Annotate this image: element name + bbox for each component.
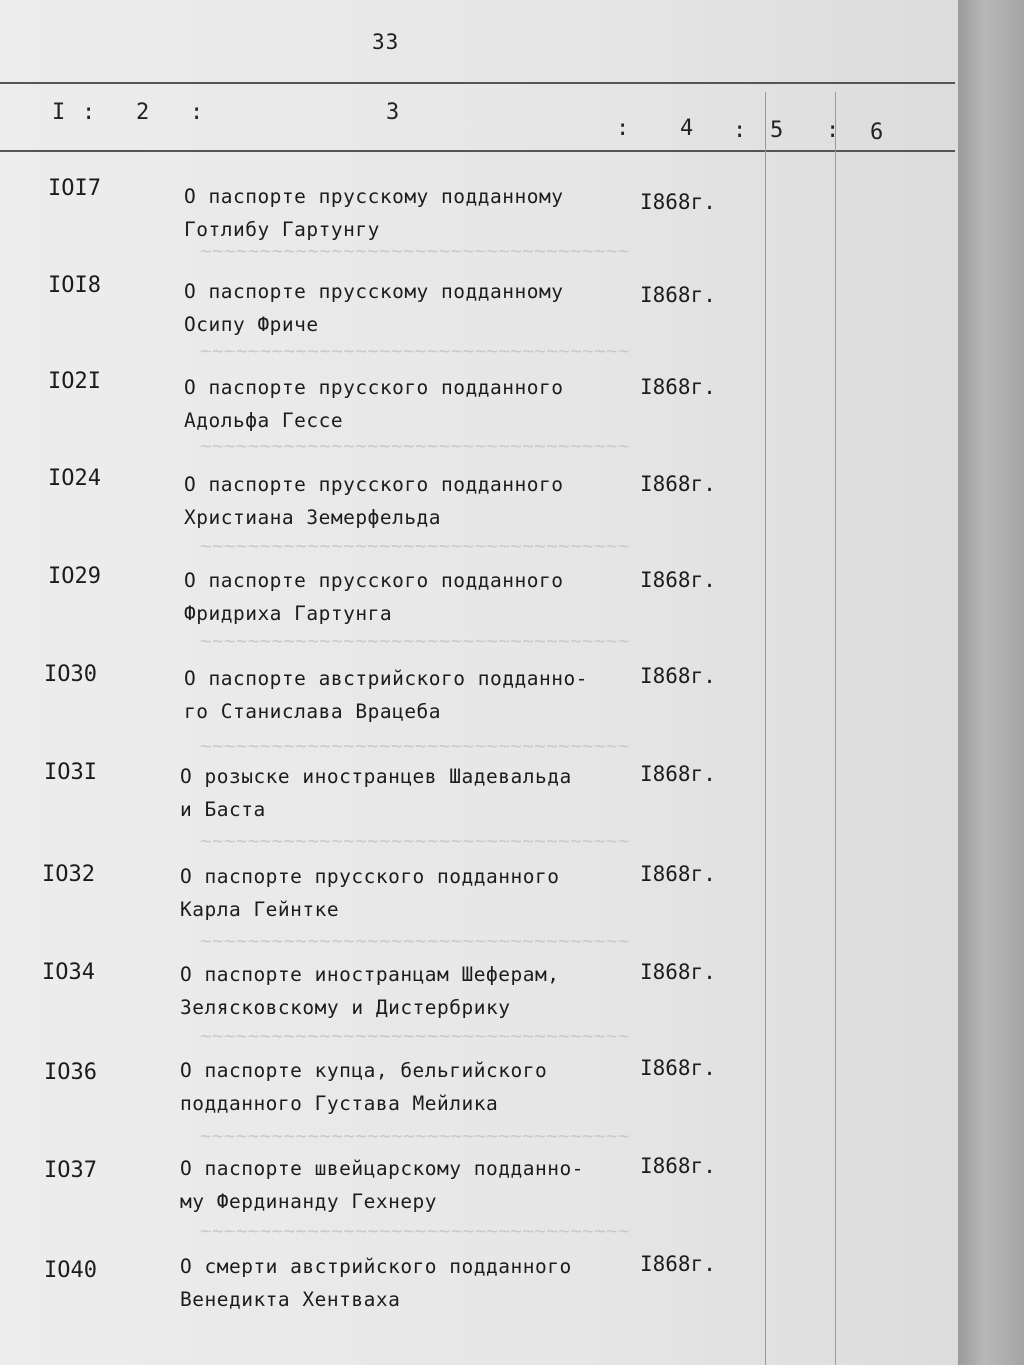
column-separator: : <box>190 100 204 125</box>
bleed-through-decoration: ~~~~~~~~~~~~~~~~~~~~~~~~~~~~~~~~~~~~ <box>200 435 630 457</box>
table-row <box>0 960 958 1050</box>
table-row <box>0 466 958 556</box>
bleed-through-decoration: ~~~~~~~~~~~~~~~~~~~~~~~~~~~~~~~~~~~~ <box>200 930 630 952</box>
case-title: О смерти австрийского подданного Венедикта Хентваха <box>180 1255 572 1311</box>
table-row <box>0 564 958 654</box>
case-year: I868г. <box>640 568 716 592</box>
column-header-4: 4 <box>680 116 694 141</box>
case-title: О паспорте прусскому подданному Осипу Фриче <box>184 280 564 336</box>
case-title: О паспорте прусского подданного Фридриха Гартунга <box>184 569 564 625</box>
case-number: IO2I <box>48 369 101 394</box>
bleed-through-decoration: ~~~~~~~~~~~~~~~~~~~~~~~~~~~~~~~~~~~~ <box>200 535 630 557</box>
bleed-through-decoration: ~~~~~~~~~~~~~~~~~~~~~~~~~~~~~~~~~~~~ <box>200 1220 630 1242</box>
table-row <box>0 176 958 266</box>
bleed-through-decoration: ~~~~~~~~~~~~~~~~~~~~~~~~~~~~~~~~~~~~ <box>200 735 630 757</box>
bleed-through-decoration: ~~~~~~~~~~~~~~~~~~~~~~~~~~~~~~~~~~~~ <box>200 340 630 362</box>
column-separator: : <box>826 118 840 143</box>
case-title: О паспорте прусского подданного Адольфа Гессе <box>184 376 564 432</box>
table-row <box>0 862 958 952</box>
case-title: О паспорте швейцарскому подданно- му Фердинанду Гехнеру <box>180 1157 584 1213</box>
bleed-through-decoration: ~~~~~~~~~~~~~~~~~~~~~~~~~~~~~~~~~~~~ <box>200 830 630 852</box>
case-title: О паспорте прусского подданного Карла Гейнтке <box>180 865 560 921</box>
column-separator: : <box>82 100 96 125</box>
case-number: IOI8 <box>48 273 101 298</box>
bleed-through-decoration: ~~~~~~~~~~~~~~~~~~~~~~~~~~~~~~~~~~~~ <box>200 1125 630 1147</box>
case-number: IO3I <box>44 760 97 785</box>
table-row <box>0 760 958 850</box>
header-top-rule <box>0 82 955 84</box>
case-number: IO29 <box>48 564 101 589</box>
case-title: О паспорте иностранцам Шеферам, Зелясковскому и Дистербрику <box>180 963 560 1019</box>
case-title: О паспорте прусскому подданному Готлибу Гартунгу <box>184 185 564 241</box>
page-edge-shadow <box>958 0 1024 1365</box>
bleed-through-decoration: ~~~~~~~~~~~~~~~~~~~~~~~~~~~~~~~~~~~~ <box>200 240 630 262</box>
table-row <box>0 1056 958 1150</box>
case-title: О розыске иностранцев Шадевальда и Баста <box>180 765 572 821</box>
case-number: IO24 <box>48 466 101 491</box>
page-number: 33 <box>372 30 400 54</box>
case-year: I868г. <box>640 283 716 307</box>
case-year: I868г. <box>640 1154 716 1178</box>
case-number: IO37 <box>44 1158 97 1183</box>
case-title: О паспорте австрийского подданно- го Станислава Врацеба <box>184 667 588 723</box>
case-year: I868г. <box>640 664 716 688</box>
case-year: I868г. <box>640 472 716 496</box>
case-year: I868г. <box>640 960 716 984</box>
table-row <box>0 662 958 752</box>
case-year: I868г. <box>640 190 716 214</box>
table-row <box>0 1154 958 1248</box>
header-bottom-rule <box>0 150 955 152</box>
column-header-5: 5 <box>770 118 784 143</box>
case-title: О паспорте прусского подданного Христиана Земерфельда <box>184 473 564 529</box>
case-year: I868г. <box>640 375 716 399</box>
case-year: I868г. <box>640 862 716 886</box>
table-row <box>0 369 958 459</box>
column-separator: : <box>616 116 630 141</box>
bleed-through-decoration: ~~~~~~~~~~~~~~~~~~~~~~~~~~~~~~~~~~~~ <box>200 630 630 652</box>
case-title: О паспорте купца, бельгийского подданного Густава Мейлика <box>180 1059 548 1115</box>
column-header-1: I <box>52 100 66 125</box>
case-number: IO40 <box>44 1258 97 1283</box>
case-number: IO32 <box>42 862 95 887</box>
bleed-through-decoration: ~~~~~~~~~~~~~~~~~~~~~~~~~~~~~~~~~~~~ <box>200 1025 630 1047</box>
case-year: I868г. <box>640 762 716 786</box>
case-number: IO34 <box>42 960 95 985</box>
column-separator: : <box>733 118 747 143</box>
table-row <box>0 273 958 363</box>
case-year: I868г. <box>640 1056 716 1080</box>
column-header-3: 3 <box>386 100 400 125</box>
case-year: I868г. <box>640 1252 716 1276</box>
case-number: IOI7 <box>48 176 101 201</box>
case-number: IO36 <box>44 1060 97 1085</box>
case-number: IO30 <box>44 662 97 687</box>
table-row <box>0 1252 958 1348</box>
column-header-2: 2 <box>136 100 150 125</box>
column-header-6: 6 <box>870 120 884 145</box>
